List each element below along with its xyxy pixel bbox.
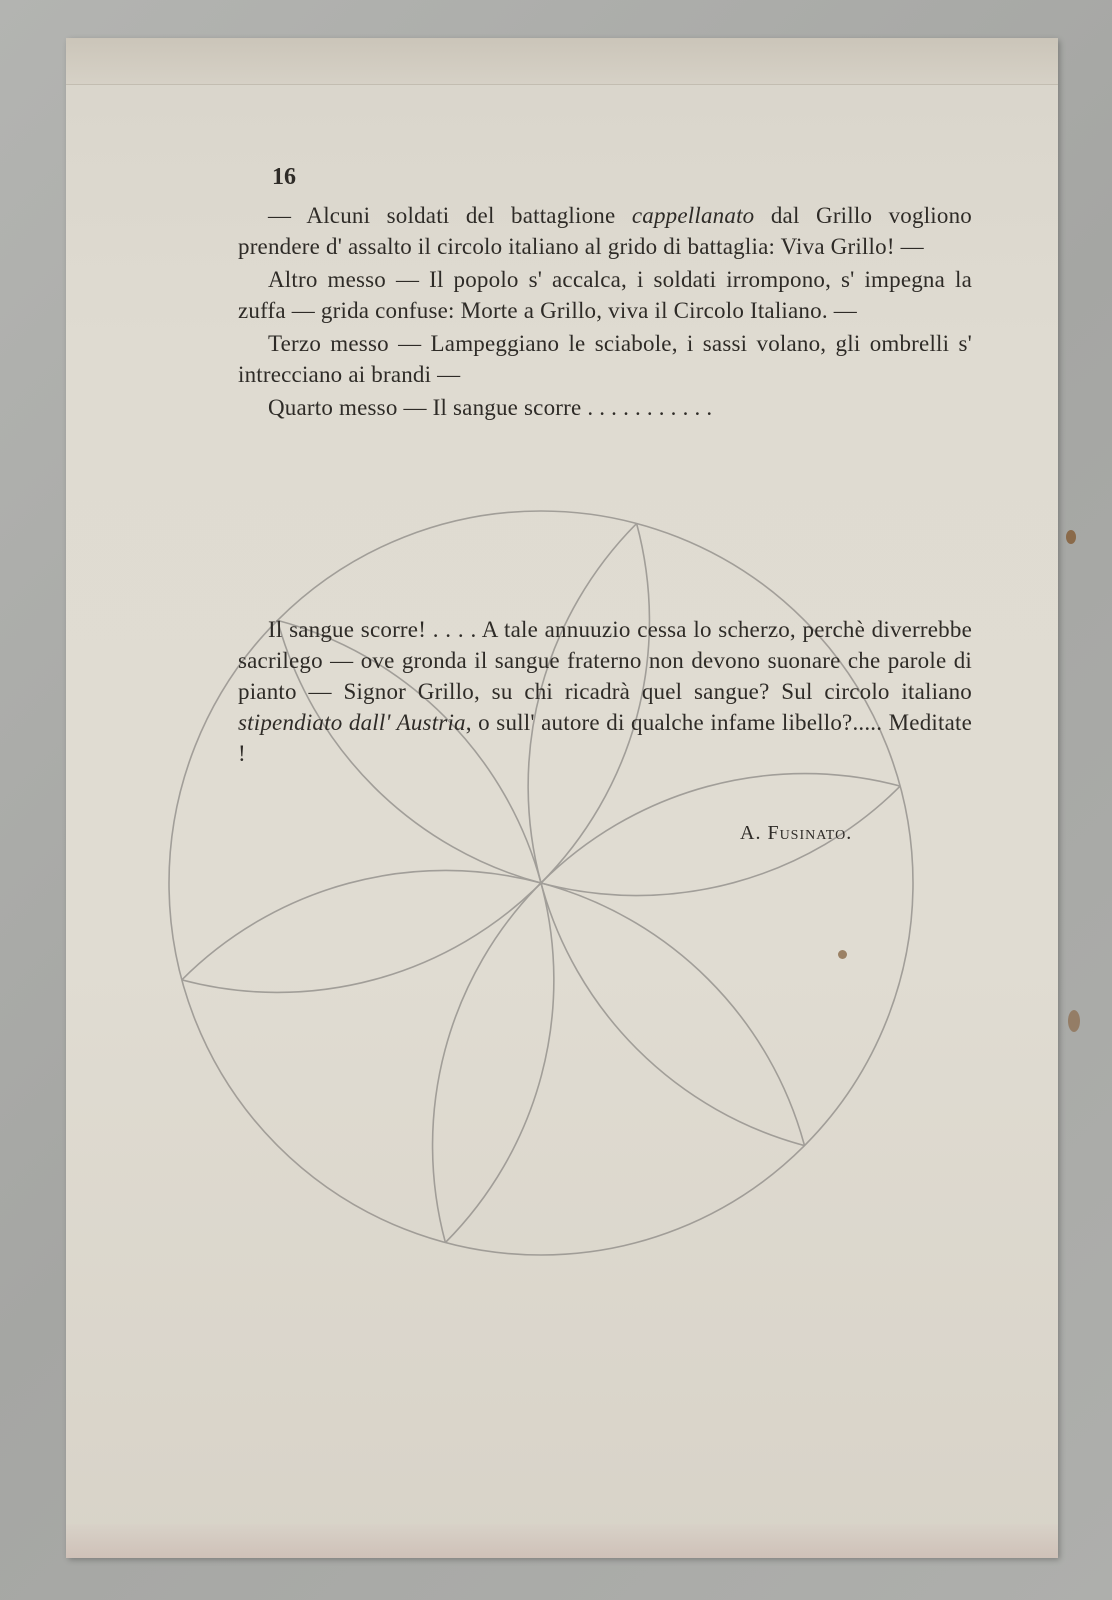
text-block-top bbox=[238, 200, 972, 423]
author-signature: A. Fusinato. bbox=[740, 822, 853, 844]
paragraph bbox=[238, 200, 972, 262]
text-run: Il sangue scorre! . . . . A tale annuuzio cessa lo scherzo, perchè diverrebbe sacrilego — ove gronda il sangue fraterno non devono suonare che parole di pianto — Signor Grillo, su chi ricadrà quel sangue? Sul circolo italiano bbox=[238, 617, 972, 704]
paragraph bbox=[238, 264, 972, 326]
paragraph bbox=[238, 614, 972, 769]
rosette-petal-arc bbox=[433, 883, 541, 1243]
paragraph bbox=[238, 392, 972, 423]
rosette-petal-arc bbox=[541, 883, 805, 1146]
text-block-bottom bbox=[238, 614, 972, 769]
paragraph bbox=[238, 328, 972, 390]
rosette-petal-arc bbox=[445, 883, 553, 1243]
text-run: Altro messo — Il popolo s' accalca, i soldati irrompono, s' impegna la zuffa — grida confuse: Morte a Grillo, viva il Circolo Italiano. — bbox=[238, 267, 972, 323]
text-run: Quarto messo — Il sangue scorre . . . . . . . . . . . bbox=[268, 395, 713, 420]
rosette-petal-arc bbox=[182, 883, 541, 992]
paper-stain bbox=[1068, 1010, 1080, 1032]
text-run: Terzo messo — Lampeggiano le sciabole, i sassi volano, gli ombrelli s' intrecciano ai brandi — bbox=[238, 331, 972, 387]
text-run: — Alcuni soldati del battaglione bbox=[268, 203, 632, 228]
italic-text: cappellanato bbox=[631, 203, 755, 228]
text-run: dal Grillo vogliono prendere d' assalto il circolo italiano al grido di battaglia: Viva Grillo! — bbox=[238, 203, 972, 259]
rosette-petal-arc bbox=[541, 883, 805, 1146]
paper-stain bbox=[838, 950, 847, 959]
page-number: 16 bbox=[272, 164, 296, 190]
text-run: , o sull' autore di qualche infame libello?..... Meditate ! bbox=[238, 710, 973, 766]
paper-stain bbox=[1066, 530, 1076, 544]
rosette-petal-arc bbox=[182, 870, 541, 979]
italic-text: stipendiato dall' Austria bbox=[238, 710, 466, 735]
